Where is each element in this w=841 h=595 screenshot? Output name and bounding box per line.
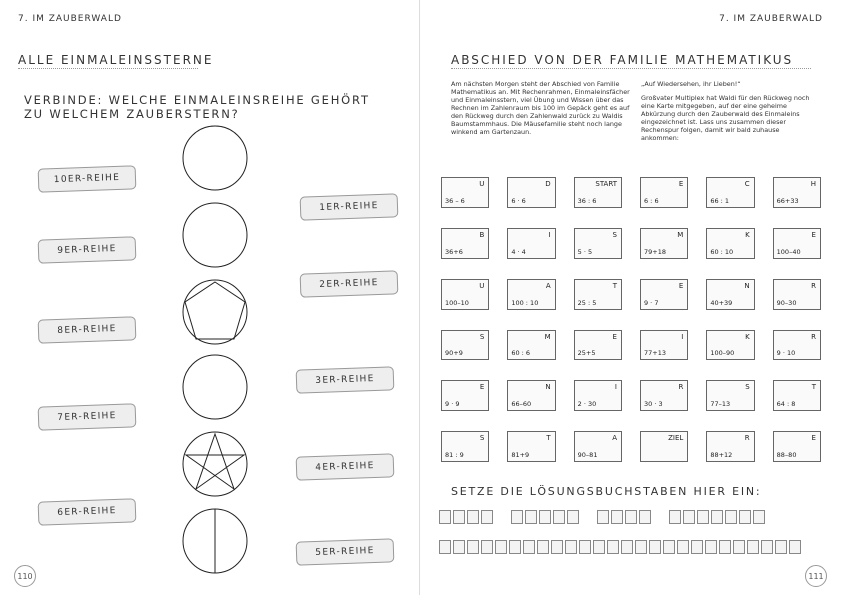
cell-letter: S [479, 332, 485, 341]
cell-letter: E [678, 180, 684, 188]
answer-box[interactable] [579, 540, 591, 554]
answer-box[interactable] [597, 510, 609, 524]
cell-letter: R [678, 383, 684, 392]
answer-box[interactable] [467, 540, 479, 554]
cell-expression: 2 · 30 [577, 400, 597, 409]
answer-box[interactable] [453, 510, 465, 524]
cell-expression: 79+18 [643, 247, 666, 256]
answer-box[interactable] [607, 540, 619, 554]
cell-letter: C [744, 180, 750, 188]
cell-expression: 90–81 [577, 451, 598, 459]
answer-box[interactable] [467, 510, 479, 524]
answer-box[interactable] [523, 540, 535, 554]
cell-expression: 88–80 [776, 451, 797, 459]
maze-cell [574, 431, 622, 462]
cell-expression: 4 · 4 [511, 247, 526, 256]
cell-letter: R [811, 281, 816, 290]
cell-letter: A [612, 434, 617, 443]
cell-expression: 25+5 [577, 349, 596, 358]
maze-cell [706, 228, 754, 259]
pentagon-shape [185, 282, 245, 339]
cell-letter: R [744, 434, 750, 443]
maze-board [439, 175, 829, 465]
maze-cell [441, 431, 489, 462]
cell-expression: 36 : 6 [577, 196, 597, 205]
label-7er[interactable]: 7ER-REIHE [38, 403, 137, 430]
cell-letter: K [745, 332, 750, 341]
cell-letter: ZIEL [668, 434, 684, 443]
cell-letter: R [811, 332, 816, 341]
answer-box[interactable] [677, 540, 689, 554]
cell-expression: 60 : 10 [710, 247, 734, 256]
answer-box[interactable] [481, 540, 493, 554]
maze-cell [773, 279, 821, 310]
maze-cell [706, 330, 754, 361]
answer-box[interactable] [625, 510, 637, 524]
page-number: 111 [805, 565, 827, 587]
maze-cell [773, 380, 821, 411]
cell-letter: E [479, 383, 485, 392]
cell-letter: E [811, 434, 816, 443]
cell-letter: T [811, 383, 816, 392]
label-2er[interactable]: 2ER-REIHE [300, 270, 399, 297]
maze-cell [640, 177, 688, 208]
star-circle-1 [183, 126, 247, 190]
star-shape [186, 434, 244, 489]
answer-box[interactable] [481, 510, 493, 524]
cell-expression: 88+12 [710, 451, 733, 459]
answer-box[interactable] [697, 510, 709, 524]
label-3er[interactable]: 3ER-REIHE [296, 366, 395, 393]
cell-expression: 81+9 [511, 451, 530, 459]
cell-expression: 81 : 9 [445, 451, 464, 459]
solution-row-2 [439, 540, 801, 554]
maze-cell [640, 228, 688, 259]
cell-expression: 66+33 [776, 196, 799, 205]
answer-box[interactable] [719, 540, 731, 554]
label-8er[interactable]: 8ER-REIHE [38, 316, 137, 343]
answer-box[interactable] [649, 540, 661, 554]
answer-box[interactable] [509, 540, 521, 554]
maze-cell [773, 228, 821, 259]
cell-expression: 40+39 [710, 298, 733, 307]
cell-letter: START [595, 180, 617, 188]
chapter-title: 7. IM ZAUBERWALD [18, 14, 122, 24]
maze-cell [441, 177, 489, 208]
cell-expression: 90+9 [445, 349, 463, 358]
cell-letter: E [678, 281, 684, 290]
cell-expression: 100–40 [776, 247, 801, 256]
solution-title: SETZE DIE LÖSUNGSBUCHSTABEN HIER EIN: [451, 485, 762, 498]
answer-box[interactable] [711, 510, 723, 524]
chapter-title: 7. IM ZAUBERWALD [719, 14, 823, 24]
story-paragraph-3: Großvater Multiplex hat Waldi für den Rückweg noch eine Karte mitgegeben, auf der eine geheime Abkürzung durch den Zauberwald des Einmaleins eingezeichnet ist. Lass uns zusammen dieser Rechenspur folgen, damit wir bald zuhause ankommen: [641, 94, 810, 142]
page-number: 110 [14, 565, 36, 587]
cell-expression: 100–90 [710, 349, 735, 358]
answer-box[interactable] [453, 540, 465, 554]
maze-cell [507, 330, 555, 361]
maze-cell [507, 279, 555, 310]
maze-cell [706, 380, 754, 411]
answer-box[interactable] [439, 540, 451, 554]
maze-cell [640, 330, 688, 361]
answer-box[interactable] [439, 510, 451, 524]
label-5er[interactable]: 5ER-REIHE [296, 538, 395, 565]
cell-letter: K [745, 230, 750, 239]
answer-box[interactable] [525, 510, 537, 524]
cell-expression: 77+13 [643, 349, 666, 358]
label-1er[interactable]: 1ER-REIHE [300, 193, 399, 220]
maze-cell [507, 177, 555, 208]
cell-letter: S [479, 434, 485, 443]
cell-expression: 9 · 10 [776, 349, 796, 358]
cell-expression: 9 · 9 [445, 400, 460, 409]
cell-letter: T [546, 434, 551, 443]
solution-row-1 [439, 510, 765, 524]
cell-expression: 100 : 10 [511, 298, 539, 307]
maze-cell [441, 228, 489, 259]
answer-box[interactable] [663, 540, 675, 554]
maze-cell [507, 228, 555, 259]
answer-box[interactable] [511, 510, 523, 524]
cell-letter: S [612, 230, 617, 239]
cell-expression: 36+6 [445, 247, 463, 256]
answer-box[interactable] [753, 510, 765, 524]
cell-letter: E [612, 332, 617, 341]
maze-cell [773, 330, 821, 361]
maze-cell [640, 279, 688, 310]
task-line-2: ZU WELCHEM ZAUBERSTERN? [24, 107, 240, 121]
cell-letter: D [545, 180, 551, 188]
answer-box[interactable] [669, 510, 681, 524]
left-page [0, 0, 420, 595]
section-rule [451, 68, 811, 69]
answer-box[interactable] [747, 540, 759, 554]
answer-box[interactable] [761, 540, 773, 554]
answer-box[interactable] [789, 540, 801, 554]
task-line-1: VERBINDE: WELCHE EINMALEINSREIHE GEHÖRT [24, 93, 370, 107]
answer-box[interactable] [635, 540, 647, 554]
cell-letter: H [810, 180, 816, 188]
label-6er[interactable]: 6ER-REIHE [38, 498, 137, 525]
label-10er[interactable]: 10ER-REIHE [38, 165, 137, 192]
answer-box[interactable] [683, 510, 695, 524]
cell-letter: M [544, 332, 551, 341]
answer-box[interactable] [539, 510, 551, 524]
maze-cell [574, 380, 622, 411]
answer-box[interactable] [553, 510, 565, 524]
cell-expression: 66–60 [511, 400, 532, 409]
answer-box[interactable] [739, 510, 751, 524]
maze-cell [706, 431, 754, 462]
answer-box[interactable] [639, 510, 651, 524]
answer-box[interactable] [567, 510, 579, 524]
cell-expression: 77–13 [710, 400, 731, 409]
answer-box[interactable] [725, 510, 737, 524]
cell-expression: 30 · 3 [643, 400, 663, 409]
story-paragraph-1: Am nächsten Morgen steht der Abschied von Familie Mathematikus an. Mit Rechenrahmen, Einmaleinsfächer und Einmaleinsstern, viel Übung und Wissen über das Rechnen im Zahlenraum bis 100 im Gepäck geht es auf den Rückweg durch den Zahlenwald zurück zu Waldis Baumstammhaus. Die Mäusefamilie steht noch lange winkend am Gartenzaun. [451, 80, 630, 136]
cell-letter: U [479, 180, 485, 188]
cell-letter: E [811, 230, 816, 239]
answer-box[interactable] [705, 540, 717, 554]
cell-expression: 36 – 6 [445, 196, 465, 205]
cell-letter: I [548, 230, 551, 239]
cell-expression: 6 : 6 [643, 196, 659, 205]
cell-letter: A [545, 281, 551, 290]
cell-letter: S [745, 383, 750, 392]
cell-letter: M [677, 230, 684, 239]
star-circle-4 [183, 355, 247, 419]
cell-expression: 6 · 6 [511, 196, 526, 205]
maze-cell [507, 431, 555, 462]
answer-box[interactable] [551, 540, 563, 554]
maze-cell [773, 431, 821, 462]
cell-expression: 64 : 8 [776, 400, 796, 409]
cell-expression: 60 : 6 [511, 349, 531, 358]
maze-cell [441, 279, 489, 310]
right-page [421, 0, 841, 595]
section-rule [18, 68, 198, 69]
star-circle-2 [183, 203, 247, 267]
maze-cell [574, 228, 622, 259]
cell-letter: N [545, 383, 551, 392]
cell-letter: B [479, 230, 485, 239]
label-9er[interactable]: 9ER-REIHE [38, 236, 137, 263]
maze-cell [507, 380, 555, 411]
cell-letter: I [614, 383, 617, 392]
section-title: ALLE EINMALEINSSTERNE [18, 53, 214, 67]
maze-cell [441, 380, 489, 411]
cell-expression: 66 : 1 [710, 196, 730, 205]
maze-cell [640, 431, 688, 462]
stars-column [170, 125, 260, 575]
maze-cell [441, 330, 489, 361]
cell-letter: U [479, 281, 485, 290]
maze-cell [574, 330, 622, 361]
maze-cell [773, 177, 821, 208]
cell-expression: 25 : 5 [577, 298, 597, 307]
maze-cell [706, 279, 754, 310]
maze-cell [706, 177, 754, 208]
story-paragraph-2: „Auf Wiedersehen, ihr Lieben!“ [641, 80, 741, 88]
section-title: ABSCHIED VON DER FAMILIE MATHEMATIKUS [451, 53, 794, 67]
cell-expression: 5 · 5 [577, 247, 593, 256]
star-circle-5 [183, 432, 247, 496]
answer-box[interactable] [621, 540, 633, 554]
maze-cell [574, 279, 622, 310]
answer-box[interactable] [733, 540, 745, 554]
maze-cell [640, 380, 688, 411]
answer-box[interactable] [495, 540, 507, 554]
answer-box[interactable] [565, 540, 577, 554]
cell-letter: T [612, 281, 617, 290]
cell-letter: I [681, 332, 684, 341]
cell-letter: N [744, 281, 750, 290]
answer-box[interactable] [611, 510, 623, 524]
label-4er[interactable]: 4ER-REIHE [296, 453, 395, 480]
cell-expression: 9 · 7 [643, 298, 659, 307]
cell-expression: 100–10 [445, 298, 469, 307]
star-circle-3 [183, 280, 247, 344]
answer-box[interactable] [775, 540, 787, 554]
cell-expression: 90–30 [776, 298, 797, 307]
answer-box[interactable] [593, 540, 605, 554]
maze-cell [574, 177, 622, 208]
answer-box[interactable] [537, 540, 549, 554]
answer-box[interactable] [691, 540, 703, 554]
maze-grid [441, 177, 821, 462]
